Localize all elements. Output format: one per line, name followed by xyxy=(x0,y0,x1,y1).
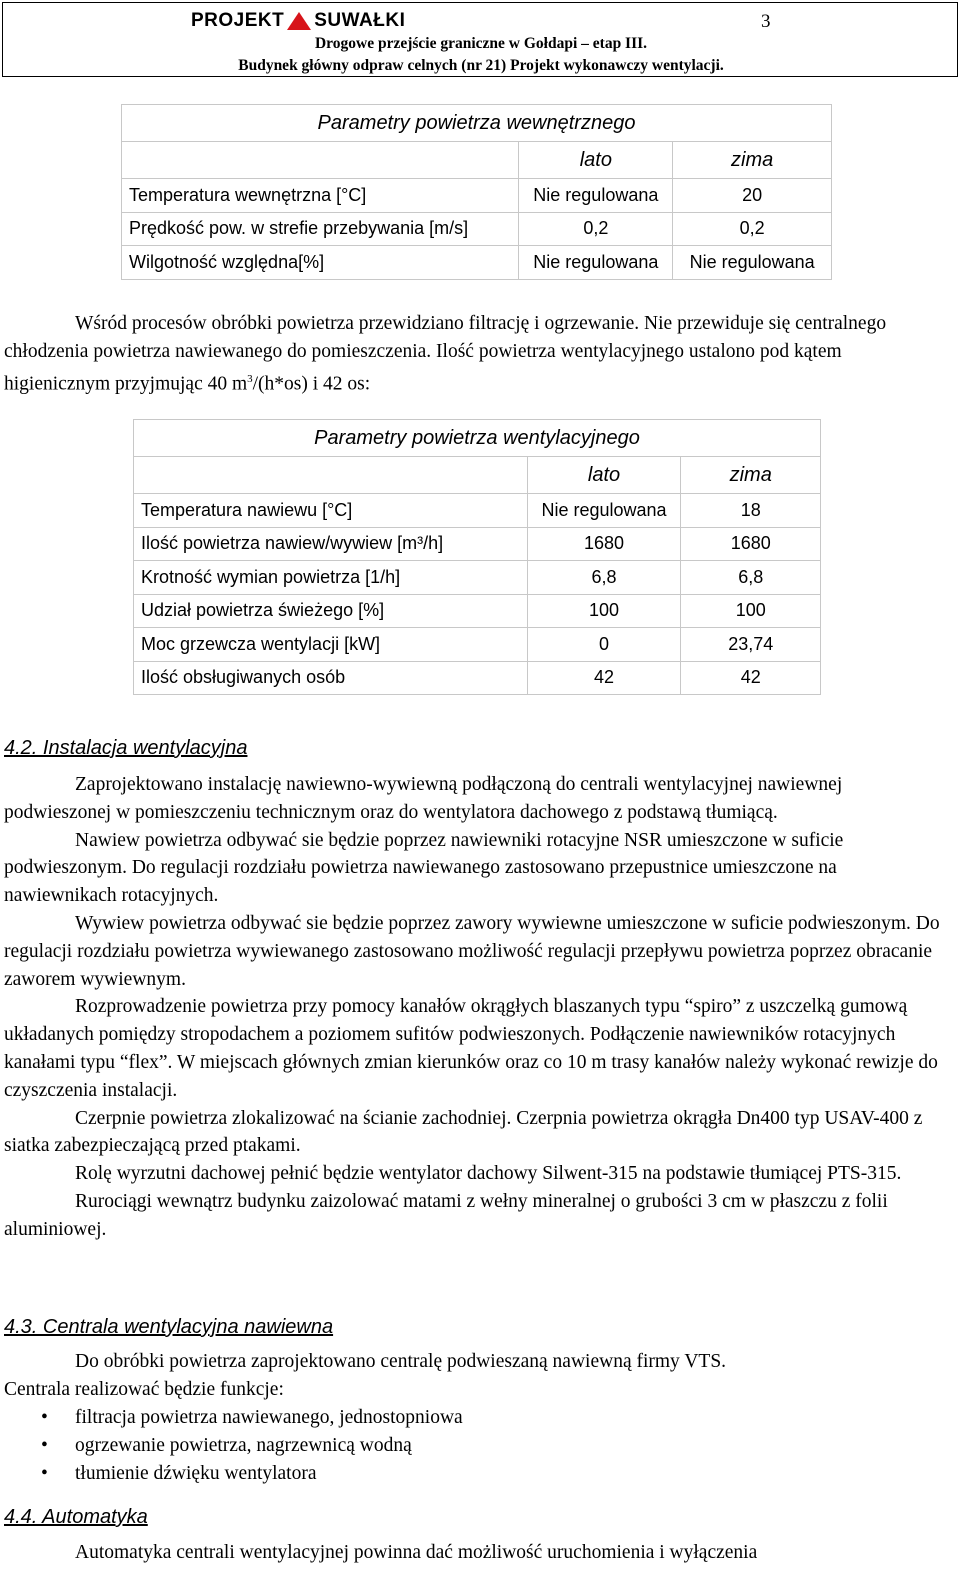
paragraph: Nawiew powietrza odbywać sie będzie poprzez nawiewniki rotacyjne NSR umieszczone w suficie podwieszonym. Do regulacji rozdziału powietrza nawiewanego zastosowano przepustnice umieszczone na nawiewnikach rotacyjnych. xyxy=(4,829,844,907)
winter-value: 1680 xyxy=(681,527,821,561)
company-logo xyxy=(191,10,405,32)
section-4-3-body xyxy=(4,1348,944,1404)
table-header-empty xyxy=(134,457,528,494)
page-number: 3 xyxy=(761,11,771,32)
winter-value: 18 xyxy=(681,494,821,528)
row-label: Temperatura nawiewu [°C] xyxy=(134,494,528,528)
summer-value: Nie regulowana xyxy=(519,179,673,213)
winter-value: 0,2 xyxy=(673,212,832,246)
list-item-text: filtracja powietrza nawiewanego, jednostopniowa xyxy=(75,1407,463,1428)
paragraph: Do obróbki powietrza zaprojektowano centralę podwieszaną nawiewną firmy VTS. xyxy=(75,1351,727,1372)
row-label: Prędkość pow. w strefie przebywania [m/s] xyxy=(122,212,519,246)
table-title: Parametry powietrza wewnętrznego xyxy=(122,105,832,142)
table-row xyxy=(134,561,821,595)
table-row xyxy=(134,494,821,528)
summer-value: 6,8 xyxy=(527,561,681,595)
paragraph: Rozprowadzenie powietrza przy pomocy kanałów okrągłych blaszanych typu “spiro” z uszczelką gumową układanych pomiędzy stropodachem a poziomem sufitów podwieszonych. Podłączenie nawiewników rotacyjnych kanałami typu “flex”. W miejscach głównych zmian kierunków oraz co 10 m trasy kanałów należy wykonać rewizje do czyszczenia instalacji. xyxy=(4,996,938,1101)
summer-value: 1680 xyxy=(527,527,681,561)
row-label: Udział powietrza świeżego [%] xyxy=(134,594,528,628)
row-label: Moc grzewcza wentylacji [kW] xyxy=(134,628,528,662)
table-title: Parametry powietrza wentylacyjnego xyxy=(134,420,821,457)
table-row xyxy=(134,661,821,695)
intro-text: Wśród procesów obróbki powietrza przewidziano filtrację i ogrzewanie. Nie przewiduje się centralnego chłodzenia powietrza nawiewanego do pomieszczenia. Ilość powietrza wentylacyjnego ustalono pod kątem higienicznym przyjmując 40 m xyxy=(4,313,887,395)
row-label: Ilość powietrza nawiew/wywiew [m³/h] xyxy=(134,527,528,561)
table-header-empty xyxy=(122,142,519,179)
section-4-4-body xyxy=(4,1539,944,1567)
row-label: Wilgotność względna[%] xyxy=(122,246,519,280)
header-project-subtitle: Budynek główny odpraw celnych (nr 21) Projekt wykonawczy wentylacji. xyxy=(238,57,724,74)
section-4-2-body xyxy=(4,771,944,1244)
superscript: 3 xyxy=(247,372,253,385)
intro-paragraph xyxy=(4,310,944,398)
paragraph: Automatyka centrali wentylacyjnej powinna dać możliwość uruchomienia i wyłączenia xyxy=(75,1542,758,1563)
column-header-summer: lato xyxy=(527,457,681,494)
logo-text-left: PROJEKT xyxy=(191,10,285,31)
section-heading-4-4: 4.4. Automatyka xyxy=(4,1506,148,1528)
table-row xyxy=(122,246,832,280)
paragraph: Rolę wyrzutni dachowej pełnić będzie wentylator dachowy Silwent-315 na podstawie tłumiącej PTS-315. xyxy=(75,1163,902,1185)
summer-value: 0 xyxy=(527,628,681,662)
paragraph: Rurociągi wewnątrz budynku zaizolować matami z wełny mineralnej o grubości 3 cm w płaszczu z folii aluminiowej. xyxy=(4,1190,888,1240)
list-item xyxy=(4,1432,463,1460)
row-label: Temperatura wewnętrzna [°C] xyxy=(122,179,519,213)
bullet-icon: • xyxy=(41,1434,48,1456)
winter-value: 23,74 xyxy=(681,628,821,662)
functions-list xyxy=(4,1404,463,1487)
paragraph: Wywiew powietrza odbywać sie będzie poprzez zawory wywiewne umieszczone w suficie podwieszonym. Do regulacji rozdziału powietrza wywiewanego zastosowano możliwość regulacji przepływu powietrza poprzez obracanie zaworem wywiewnym. xyxy=(4,912,940,990)
page-header xyxy=(2,2,958,77)
column-header-winter: zima xyxy=(673,142,832,179)
column-header-summer: lato xyxy=(519,142,673,179)
table-row xyxy=(122,179,832,213)
summer-value: Nie regulowana xyxy=(527,494,681,528)
summer-value: Nie regulowana xyxy=(519,246,673,280)
list-item xyxy=(4,1404,463,1432)
header-project-title: Drogowe przejście graniczne w Gołdapi – etap III. xyxy=(314,35,648,52)
list-item xyxy=(4,1460,463,1488)
table-row xyxy=(134,594,821,628)
logo-text-right: SUWAŁKI xyxy=(314,10,406,31)
intro-text-end: /(h*os) i 42 os: xyxy=(252,373,371,395)
logo-triangle-icon xyxy=(287,12,311,30)
row-label: Ilość obsługiwanych osób xyxy=(134,661,528,695)
winter-value: 42 xyxy=(681,661,821,695)
winter-value: 6,8 xyxy=(681,561,821,595)
summer-value: 42 xyxy=(527,661,681,695)
column-header-winter: zima xyxy=(681,457,821,494)
ventilation-air-parameters-table xyxy=(133,419,821,695)
paragraph: Czerpnie powietrza zlokalizować na ścianie zachodniej. Czerpnia powietrza okrągła Dn400 typ USAV-400 z siatka zabezpieczającą przed ptakami. xyxy=(4,1107,923,1157)
bullet-icon: • xyxy=(41,1462,48,1484)
section-heading-4-3: 4.3. Centrala wentylacyjna nawiewna xyxy=(4,1316,334,1338)
list-item-text: ogrzewanie powietrza, nagrzewnicą wodną xyxy=(75,1434,412,1456)
section-heading-4-2: 4.2. Instalacja wentylacyjna xyxy=(4,737,248,759)
internal-air-parameters-table xyxy=(121,104,832,280)
paragraph: Zaprojektowano instalację nawiewno-wywiewną podłączoną do centrali wentylacyjnej nawiewnej podwieszonej w pomieszczeniu technicznym oraz do wentylatora dachowego z podstawą tłumiącą. xyxy=(4,774,843,823)
summer-value: 0,2 xyxy=(519,212,673,246)
winter-value: 20 xyxy=(673,179,832,213)
summer-value: 100 xyxy=(527,594,681,628)
functions-intro: Centrala realizować będzie funkcje: xyxy=(4,1378,284,1400)
winter-value: Nie regulowana xyxy=(673,246,832,280)
row-label: Krotność wymian powietrza [1/h] xyxy=(134,561,528,595)
table-row xyxy=(122,212,832,246)
bullet-icon: • xyxy=(41,1407,48,1428)
table-row xyxy=(134,628,821,662)
winter-value: 100 xyxy=(681,594,821,628)
table-row xyxy=(134,527,821,561)
list-item-text: tłumienie dźwięku wentylatora xyxy=(75,1462,317,1484)
